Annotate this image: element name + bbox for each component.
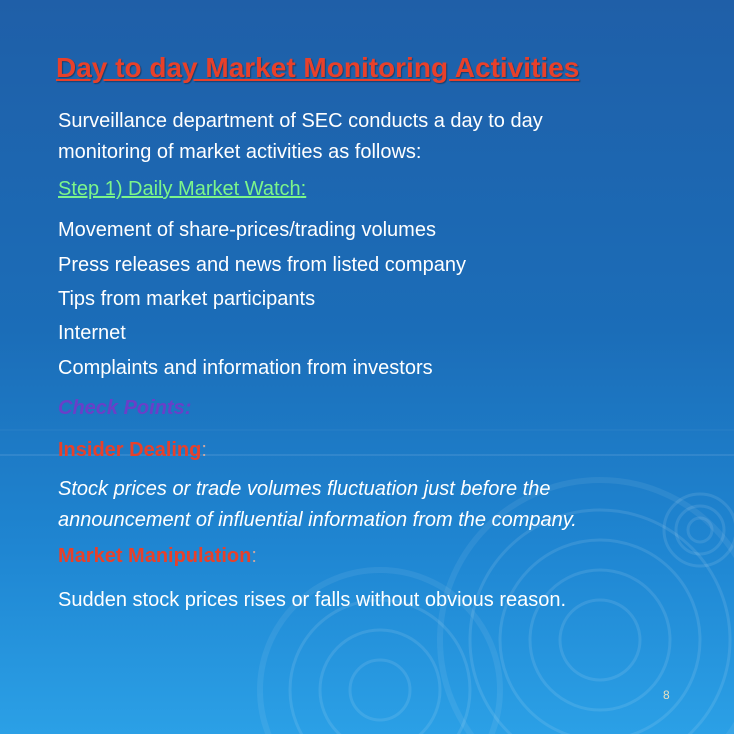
insider-dealing-label: Insider Dealing <box>58 439 202 461</box>
watch-item-1: Movement of share-prices/trading volumes <box>58 219 436 241</box>
check-points-heading: Check Points: <box>58 397 192 419</box>
watch-item-3: Tips from market participants <box>58 288 316 310</box>
step-1-label: Step 1) Daily Market Watch <box>58 178 301 200</box>
step-1-heading <box>58 177 306 201</box>
watch-item-4: Internet <box>58 322 126 344</box>
slide-title: Day to day Market Monitoring Activities <box>56 52 580 83</box>
insider-dealing-heading <box>58 438 207 462</box>
insider-desc-line-2: announcement of influential information from the company. <box>58 509 577 531</box>
step-1-colon: : <box>300 178 307 200</box>
intro-line-2: monitoring of market activities as follows: <box>58 141 422 163</box>
page-number: 8 <box>663 688 670 702</box>
market-manipulation-label: Market Manipulation <box>58 545 252 567</box>
manipulation-desc: Sudden stock prices rises or falls without obvious reason. <box>58 589 567 611</box>
market-manipulation-heading <box>58 544 257 568</box>
intro-line-1: Surveillance department of SEC conducts a day to day <box>58 110 543 132</box>
insider-desc-line-1: Stock prices or trade volumes fluctuation just before the <box>58 478 551 500</box>
watch-item-5: Complaints and information from investors <box>58 357 433 379</box>
market-manipulation-colon: : <box>251 545 257 567</box>
insider-dealing-colon: : <box>201 439 207 461</box>
watch-item-2: Press releases and news from listed company <box>58 254 466 276</box>
